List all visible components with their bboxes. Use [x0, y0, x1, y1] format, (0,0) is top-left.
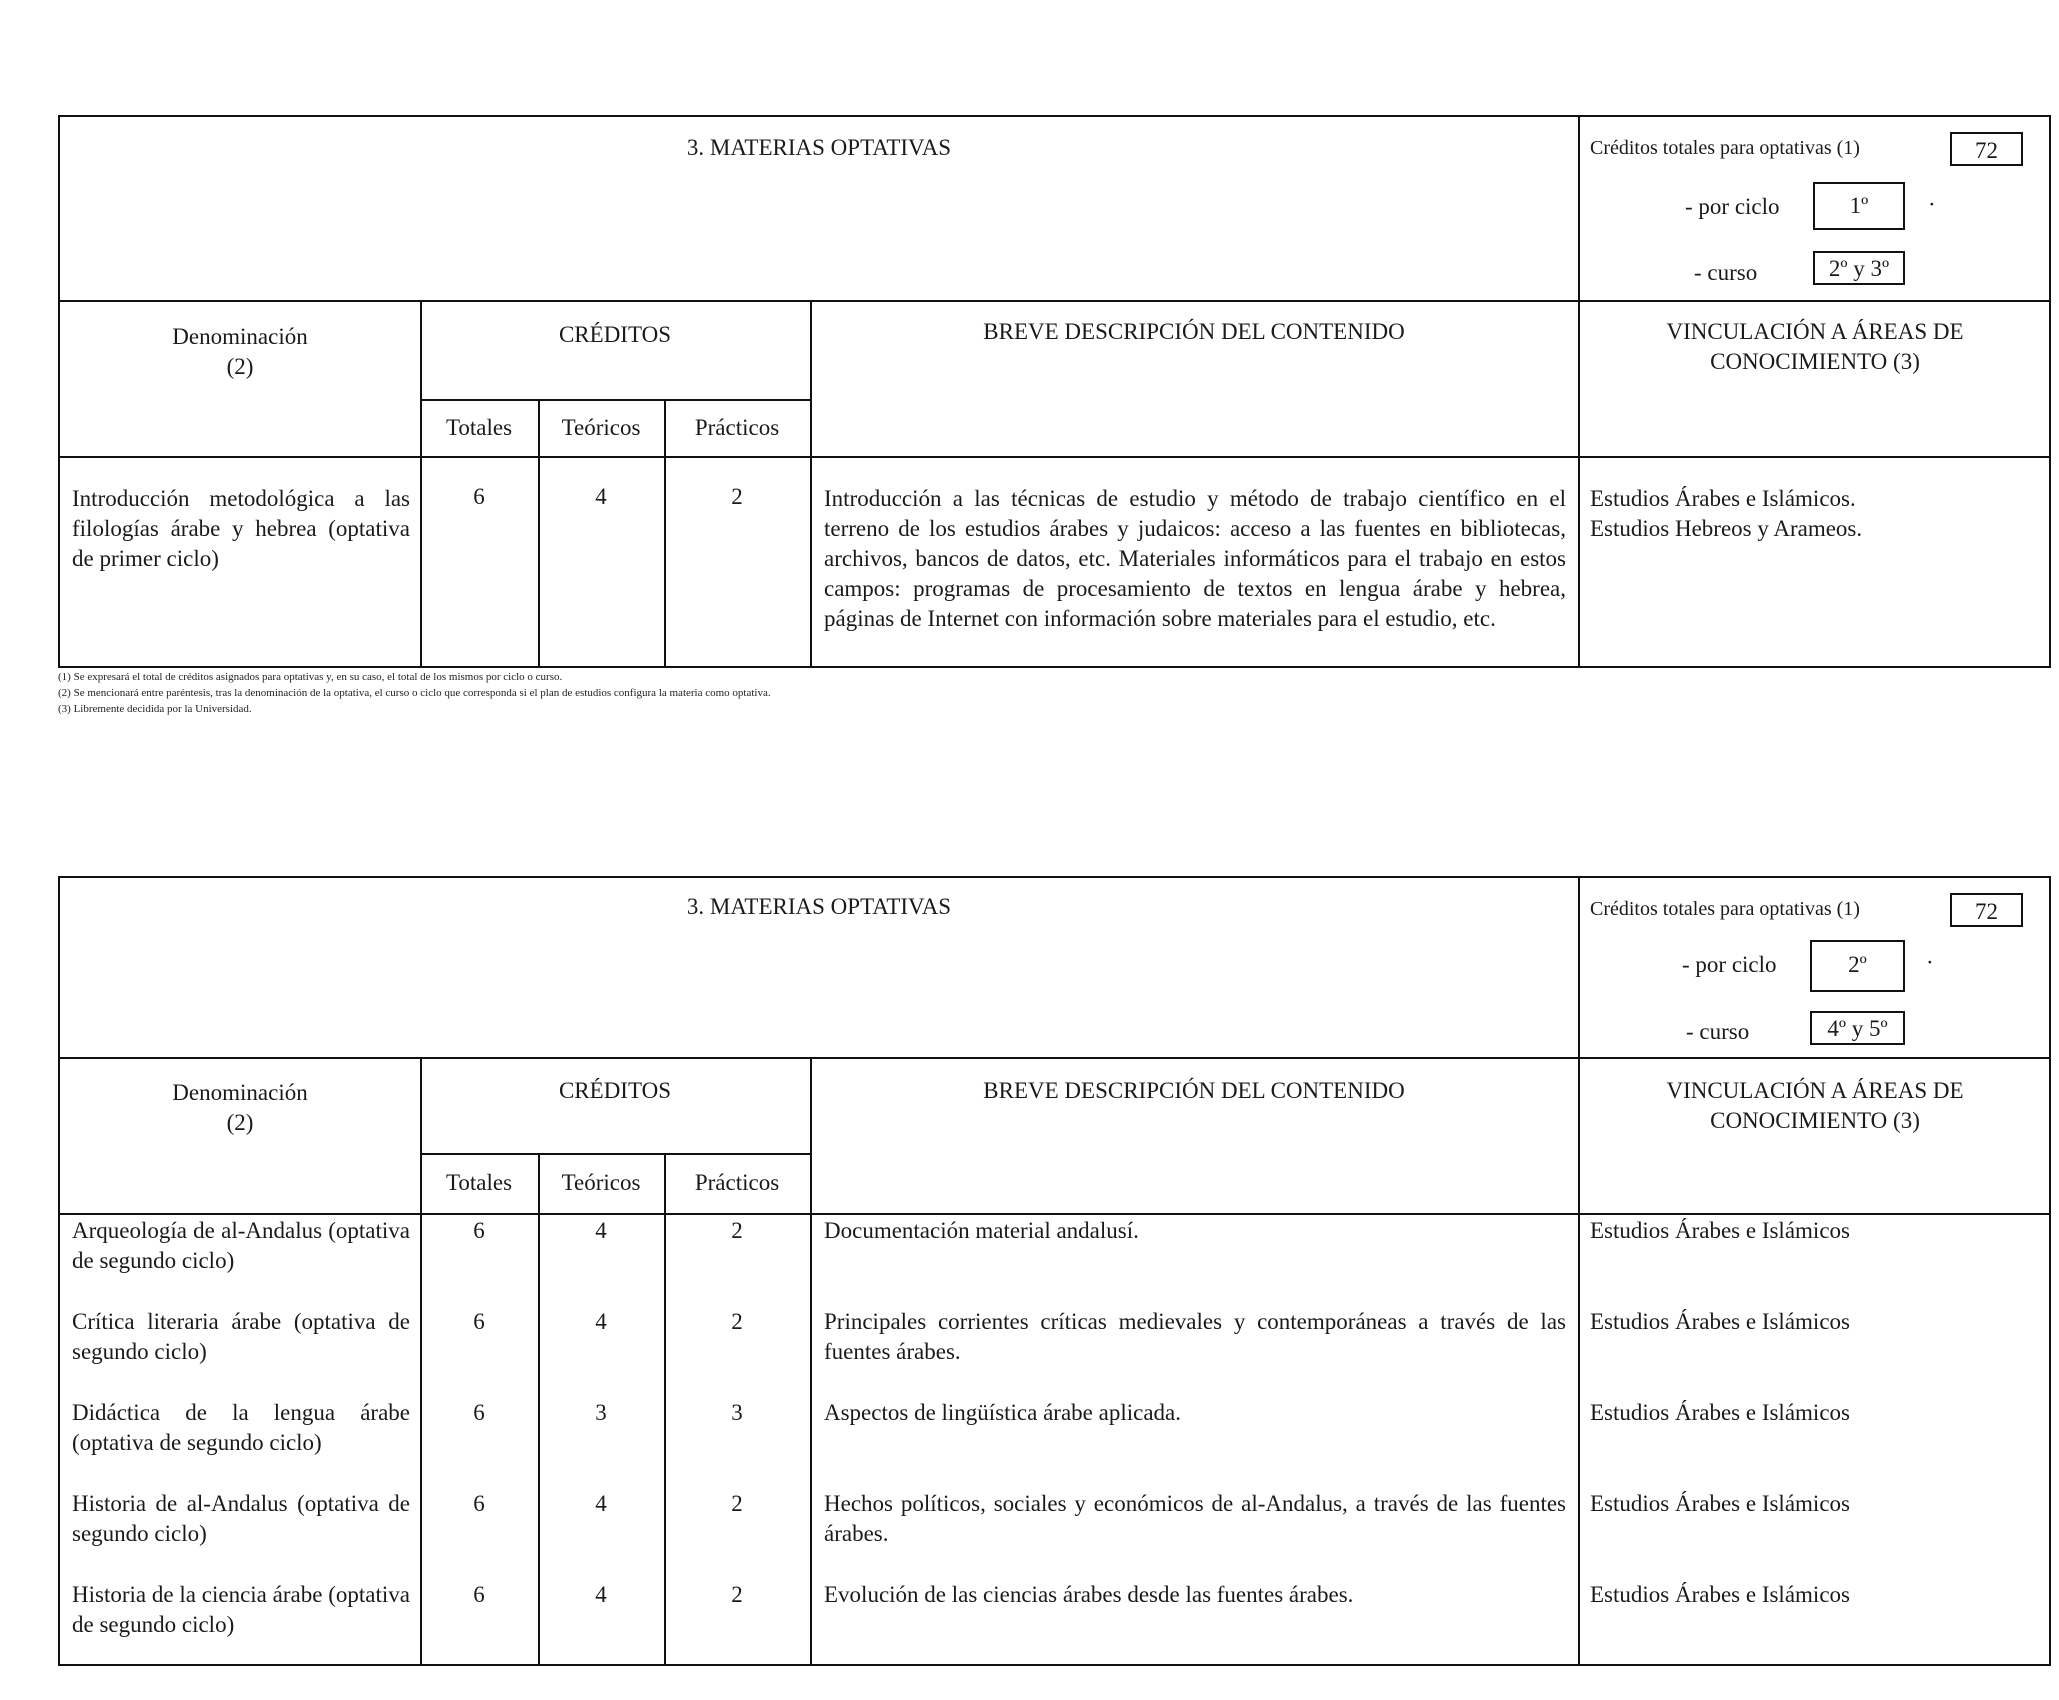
row-descripcion: Principales corrientes críticas medievales y contemporáneas a través de las fuentes árabes. [824, 1309, 1566, 1364]
ciclo-value: 1º [1813, 182, 1905, 230]
section-title: 3. MATERIAS OPTATIVAS [686, 894, 952, 919]
credits-total-label: Créditos totales para optativas (1) [1590, 898, 1860, 920]
row-name: Didáctica de la lengua árabe (optativa de segundo ciclo) [72, 1400, 410, 1455]
row-area: Estudios Árabes e Islámicos [1590, 1309, 1850, 1334]
header-totales: Totales [445, 1170, 513, 1195]
curso-label: - curso [1694, 260, 1758, 285]
row-teoricos: 3 [595, 1400, 607, 1425]
row-totales: 6 [473, 1582, 485, 1607]
header-denominacion-note: (2) [226, 354, 254, 379]
credits-total-value: 72 [1950, 132, 2023, 166]
row-teoricos: 4 [595, 1582, 607, 1607]
optativas-table-segundo-ciclo [58, 876, 2051, 1666]
header-vinculacion: VINCULACIÓN A ÁREAS DE CONOCIMIENTO (3) [1666, 319, 1964, 374]
curso-value: 2º y 3º [1813, 251, 1905, 285]
credits-total-value: 72 [1950, 893, 2023, 927]
curso-value: 4º y 5º [1810, 1011, 1905, 1045]
row-practicos: 3 [731, 1400, 743, 1425]
footnotes [58, 669, 771, 717]
credits-total-label: Créditos totales para optativas (1) [1590, 137, 1860, 159]
row-practicos: 2 [731, 1218, 743, 1243]
divider [420, 399, 810, 401]
header-descripcion: BREVE DESCRIPCIÓN DEL CONTENIDO [983, 319, 1405, 344]
header-teoricos: Teóricos [561, 415, 641, 440]
ciclo-value: 2º [1810, 940, 1905, 992]
optativas-table-primer-ciclo [58, 115, 2051, 668]
divider [810, 300, 812, 668]
header-teoricos: Teóricos [561, 1170, 641, 1195]
row-totales: 6 [473, 1309, 485, 1334]
row-teoricos: 4 [595, 484, 607, 509]
ciclo-label: - por ciclo [1685, 194, 1780, 219]
section-title: 3. MATERIAS OPTATIVAS [686, 135, 952, 160]
footnote: (3) Libremente decidida por la Universidad. [58, 703, 252, 715]
row-descripcion: Introducción a las técnicas de estudio y método de trabajo científico en el terreno de los estudios árabes y judaicos: acceso a las fuentes en bibliotecas, archivos, bancos de datos, etc. Materiales informáticos para el trabajo en estos campos: programas de procesamiento de textos en lengua árabe y hebrea, páginas de Internet con información sobre materiales para el estudio, etc. [824, 486, 1566, 631]
row-name: Historia de la ciencia árabe (optativa de segundo ciclo) [72, 1582, 410, 1637]
row-practicos: 2 [731, 1582, 743, 1607]
row-practicos: 2 [731, 484, 743, 509]
row-descripcion: Evolución de las ciencias árabes desde las fuentes árabes. [824, 1582, 1354, 1607]
header-descripcion: BREVE DESCRIPCIÓN DEL CONTENIDO [983, 1078, 1405, 1103]
row-descripcion: Documentación material andalusí. [824, 1218, 1139, 1243]
row-area: Estudios Árabes e Islámicos [1590, 1582, 1850, 1607]
row-area: Estudios Árabes e Islámicos [1590, 1491, 1850, 1516]
row-teoricos: 4 [595, 1218, 607, 1243]
dot-mark: · [1926, 950, 1934, 975]
row-name: Historia de al-Andalus (optativa de segundo ciclo) [72, 1491, 410, 1546]
divider [60, 456, 2051, 458]
dot-mark: · [1928, 192, 1936, 217]
row-area: Estudios Árabes e Islámicos. [1590, 486, 1856, 511]
header-creditos: CRÉDITOS [558, 1078, 672, 1103]
row-totales: 6 [473, 1491, 485, 1516]
divider [60, 1213, 2051, 1215]
row-area: Estudios Hebreos y Arameos. [1590, 516, 1863, 541]
row-totales: 6 [473, 484, 485, 509]
divider [420, 1057, 422, 1666]
header-creditos: CRÉDITOS [558, 322, 672, 347]
divider [810, 1057, 812, 1666]
header-denominacion: Denominación [172, 1080, 308, 1105]
header-practicos: Prácticos [694, 1170, 780, 1195]
header-denominacion: Denominación [172, 324, 308, 349]
row-name: Arqueología de al-Andalus (optativa de segundo ciclo) [72, 1218, 410, 1273]
divider [60, 1057, 2051, 1059]
footnote: (2) Se mencionará entre paréntesis, tras la denominación de la optativa, el curso o ciclo que corresponda si el plan de estudios configura la materia como optativa. [58, 687, 771, 699]
row-teoricos: 4 [595, 1491, 607, 1516]
footnote: (1) Se expresará el total de créditos asignados para optativas y, en su caso, el total de los mismos por ciclo o curso. [58, 671, 563, 683]
row-totales: 6 [473, 1218, 485, 1243]
row-totales: 6 [473, 1400, 485, 1425]
row-practicos: 2 [731, 1491, 743, 1516]
row-name: Crítica literaria árabe (optativa de segundo ciclo) [72, 1309, 410, 1364]
header-denominacion-note: (2) [226, 1110, 254, 1135]
divider [420, 1153, 810, 1155]
curso-label: - curso [1686, 1019, 1750, 1044]
header-practicos: Prácticos [694, 415, 780, 440]
ciclo-label: - por ciclo [1682, 952, 1777, 977]
header-vinculacion: VINCULACIÓN A ÁREAS DE CONOCIMIENTO (3) [1666, 1078, 1964, 1133]
header-totales: Totales [445, 415, 513, 440]
divider [60, 300, 2051, 302]
row-descripcion: Hechos políticos, sociales y económicos de al-Andalus, a través de las fuentes árabes. [824, 1491, 1566, 1546]
row-teoricos: 4 [595, 1309, 607, 1334]
divider [1578, 878, 1580, 1666]
divider [1578, 117, 1580, 668]
row-practicos: 2 [731, 1309, 743, 1334]
row-area: Estudios Árabes e Islámicos [1590, 1400, 1850, 1425]
row-descripcion: Aspectos de lingüística árabe aplicada. [824, 1400, 1181, 1425]
row-area: Estudios Árabes e Islámicos [1590, 1218, 1850, 1243]
row-name: Introducción metodológica a las filologías árabe y hebrea (optativa de primer ciclo) [72, 486, 410, 571]
